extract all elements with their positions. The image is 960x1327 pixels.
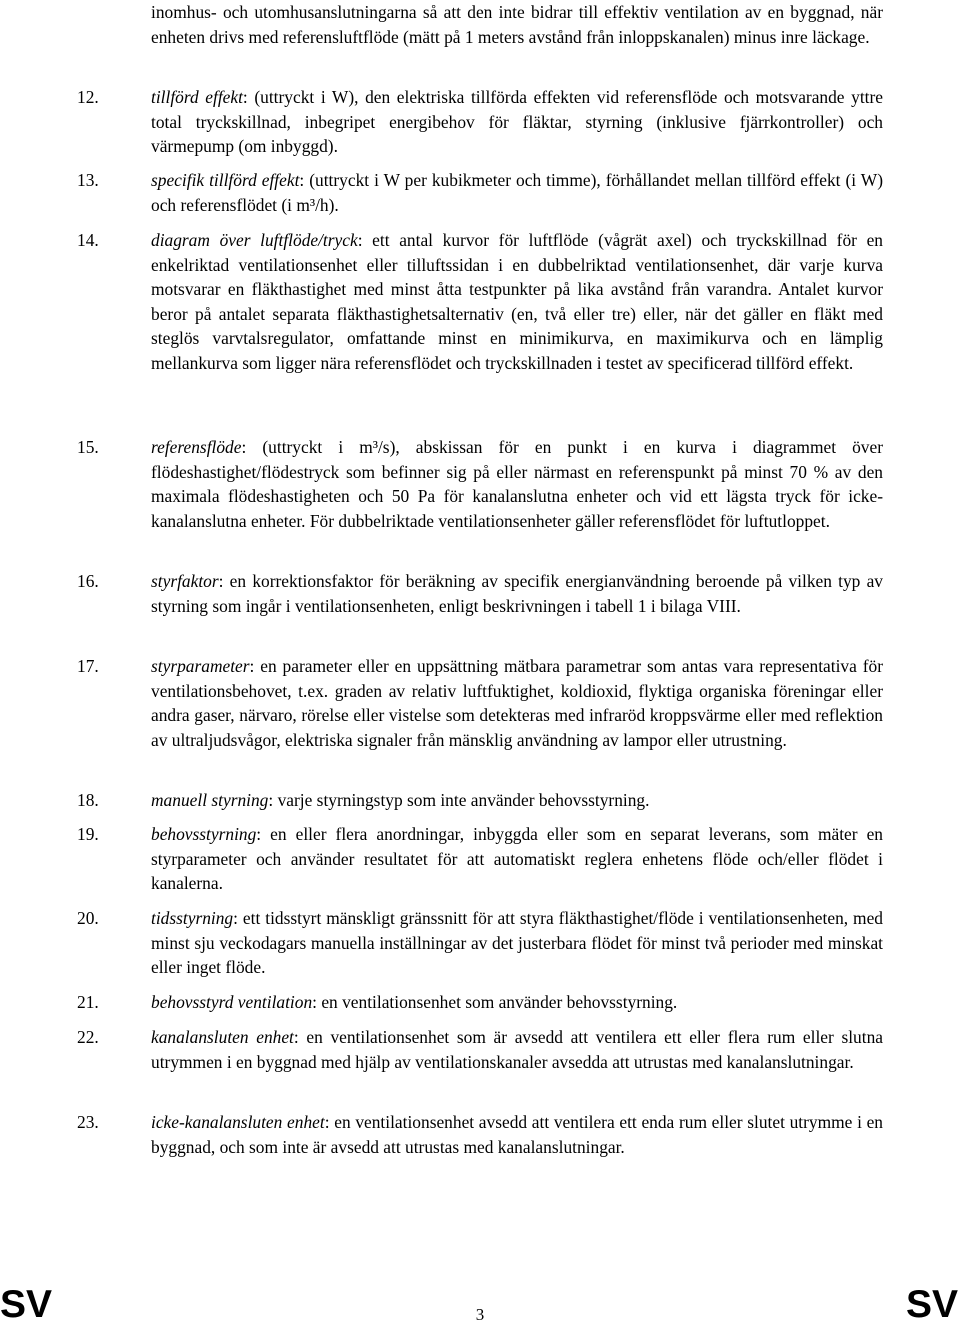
definition-term: specifik tillförd effekt <box>151 170 300 190</box>
definition-body: : (uttryckt i W per kubikmeter och timme), förhållandet mellan tillförd effekt (i W) och referensflödet (i m³/h). <box>151 170 883 215</box>
definition-body: : (uttryckt i m³/s), abskissan för en punkt i en kurva i diagrammet över flödeshastighet/flödestryck som befinner sig på eller närmast en referenspunkt på minst 70 % av den maximala flödeshastigheten och 50 Pa för kanalanslutna enheter och vid ett lägsta tryck för icke-kanalanslutna enheter. För dubbelriktade ventilationsenheter gäller referensflödet för luftutloppet. <box>151 437 883 531</box>
definition-number: 14. <box>77 230 99 250</box>
definition-term: referensflöde <box>151 437 242 457</box>
definition-number: 17. <box>77 656 99 676</box>
definition-number: 21. <box>77 992 99 1012</box>
definition-body: : ett tidsstyrt mänskligt gränssnitt för att styra fläkthastighet/flöde i ventilationsenheten, med minst sju veckodagars manuella inställningar av det justerbara flödet för minst två perioder med minskat eller inget flöde. <box>151 908 883 977</box>
definition-number: 22. <box>77 1027 99 1047</box>
definition-body: : en ventilationsenhet som använder behovsstyrning. <box>312 992 678 1012</box>
definition-body: : en korrektionsfaktor för beräkning av specifik energianvändning beroende på vilken typ av styrning som ingår i ventilationsenheten, enligt beskrivningen i tabell 1 i bilaga VIII. <box>151 571 883 616</box>
definition-body: : en parameter eller en uppsättning mätbara parametrar som antas vara representativa för ventilationsbehovet, t.ex. graden av relativ luftfuktighet, koldioxid, flyktiga organiska föreningar eller andra gaser, närvaro, rörelse eller vistelse som detekteras med infraröd kroppsvärme eller med reflektion av ultraljudsvågor, elektriska signaler från mänsklig användning av lampor eller utrustning. <box>151 656 883 750</box>
definition-body: : en eller flera anordningar, inbyggda eller som en separat leverans, som mäter en styrparameter och använder resultatet för att automatiskt reglera enhetens flöde och/eller flödet i kanalerna. <box>151 824 883 893</box>
definition-text <box>151 85 883 159</box>
page-number: 3 <box>475 1305 485 1324</box>
definition-term: manuell styrning <box>151 790 269 810</box>
definition-text <box>151 435 883 533</box>
definition-term: tillförd effekt <box>151 87 243 107</box>
definition-term: styrparameter <box>151 656 250 676</box>
definition-text <box>151 168 883 217</box>
definition-body: : (uttryckt i W), den elektriska tillförda effekten vid referensflöde och motsvarande yttre total tryckskillnad, inbegripet energibehov för fläktar, styrning (inklusive fjärrkontroller) och värmepump (om inbyggd). <box>151 87 883 156</box>
definition-text <box>151 788 883 813</box>
definition-term: diagram över luftflöde/tryck <box>151 230 358 250</box>
definition-text <box>151 1110 883 1159</box>
definition-number: 12. <box>77 87 99 107</box>
definition-text <box>151 906 883 980</box>
definition-number: 13. <box>77 170 99 190</box>
definition-body: : en ventilationsenhet avsedd att ventilera ett enda rum eller slutet utrymme i en byggnad, och som inte är avsedd att utrustas med kanalanslutningar. <box>151 1112 884 1157</box>
definition-body: : en ventilationsenhet som är avsedd att ventilera ett eller flera rum eller slutna utrymmen i en byggnad med hjälp av ventilationskanaler avsedda att utrustas med kanalanslutningar. <box>151 1027 884 1072</box>
definition-text <box>151 654 883 752</box>
definition-number: 23. <box>77 1112 99 1132</box>
continuation-paragraph: inomhus- och utomhusanslutningarna så att den inte bidrar till effektiv ventilation av en byggnad, när enheten drivs med referensluftflöde (mätt på 1 meters avstånd från inloppskanalen) minus inre läckage. <box>151 2 883 47</box>
definition-term: icke-kanalansluten enhet <box>151 1112 325 1132</box>
definition-text <box>151 569 883 618</box>
definition-number: 16. <box>77 571 99 591</box>
definition-number: 19. <box>77 824 99 844</box>
definition-text <box>151 1025 883 1074</box>
definition-term: styrfaktor <box>151 571 219 591</box>
definition-number: 15. <box>77 437 99 457</box>
definition-text <box>151 228 883 375</box>
footer-language-right: SV <box>905 1283 958 1326</box>
definition-number: 18. <box>77 790 99 810</box>
definition-term: behovsstyrning <box>151 824 257 844</box>
definition-text <box>151 990 883 1015</box>
definition-body: : varje styrningstyp som inte använder behovsstyrning. <box>268 790 650 810</box>
footer-language-left: SV <box>0 1283 53 1326</box>
definition-term: behovsstyrd ventilation <box>151 992 313 1012</box>
definition-body: : ett antal kurvor för luftflöde (vågrät axel) och tryckskillnad för en enkelriktad ventilationsenhet eller tilluftssidan i en dubbelriktad ventilationsenhet, där varje kurva motsvarar en fläkthastighet med minst åtta testpunkter på lika avstånd från varandra. Antalet kurvor beror på antalet separata fläkthastighetsalternativ (en, två eller tre) eller, när det gäller en fläkt med steglös varvtalsregulator, omfattande minst en minimikurva, en maximikurva och en lämplig mellankurva som ligger nära referensflödet och tryckskillnaden i testet av specificerad tillförd effekt. <box>151 230 883 373</box>
definition-term: kanalansluten enhet <box>151 1027 294 1047</box>
definition-text <box>151 822 883 896</box>
definition-number: 20. <box>77 908 99 928</box>
definition-term: tidsstyrning <box>151 908 234 928</box>
